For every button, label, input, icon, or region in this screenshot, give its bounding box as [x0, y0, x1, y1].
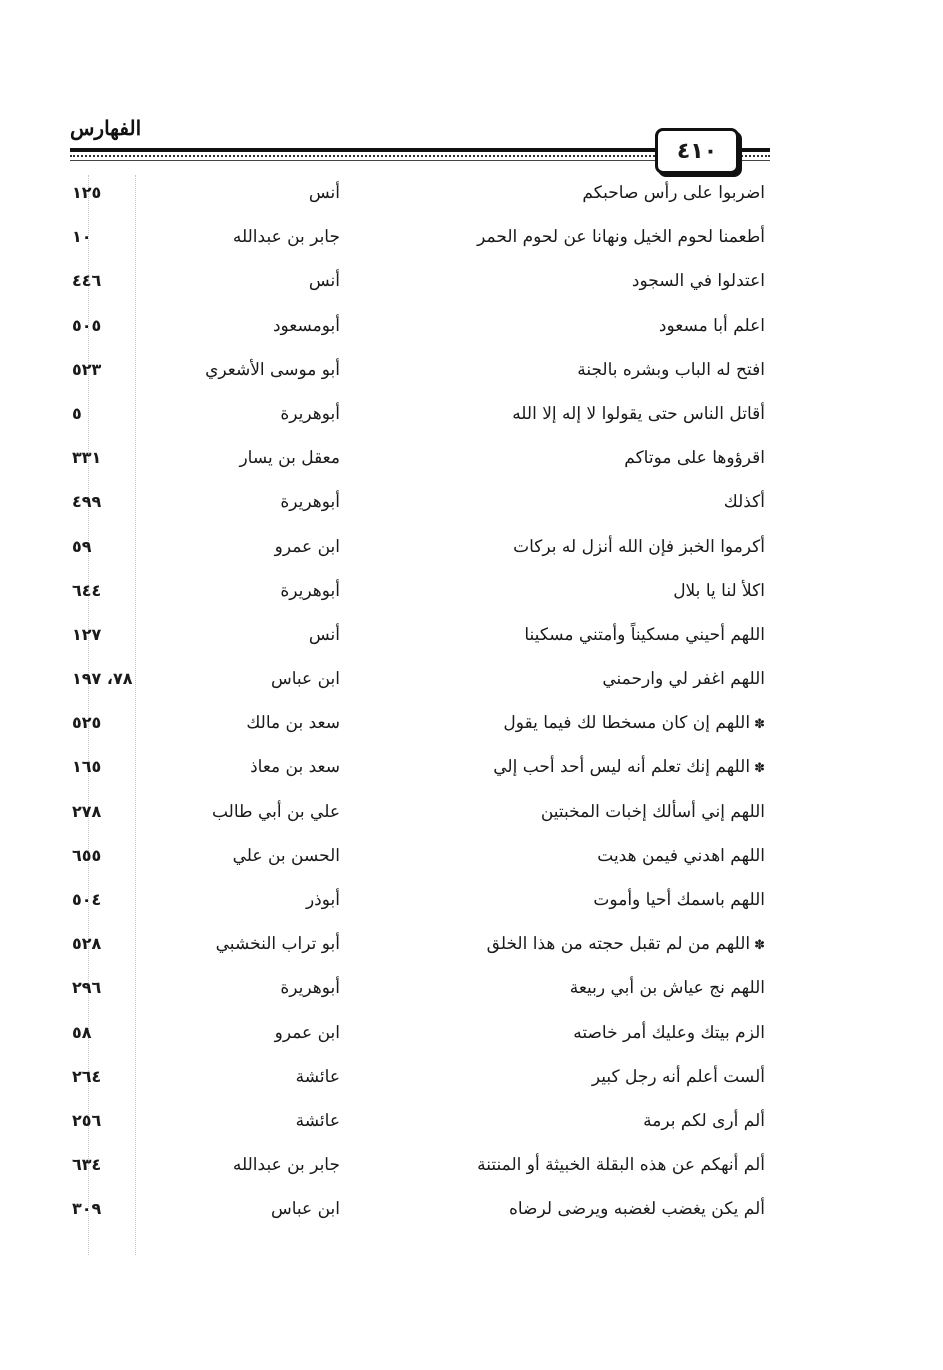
- hadith-text-label: اللهم أحيني مسكيناً وأمتني مسكينا: [524, 624, 765, 645]
- index-row: [60, 352, 775, 396]
- hadith-text-label: ألم أرى لكم برمة: [643, 1110, 765, 1131]
- narrator-name: عائشة: [295, 1110, 340, 1131]
- page-reference: ٥٢٥: [72, 713, 102, 733]
- index-row: [60, 263, 775, 307]
- page-reference: ٥٢٣: [72, 359, 102, 379]
- narrator-name: أنس: [308, 624, 340, 645]
- narrator-name: أنس: [308, 183, 340, 203]
- hadith-text-label: اعلم أبا مسعود: [658, 315, 765, 336]
- hadith-text: [435, 1023, 765, 1043]
- hadith-text: [435, 934, 765, 954]
- hadith-text: [435, 890, 765, 910]
- hadith-text: [435, 757, 765, 777]
- index-row: [60, 617, 775, 661]
- page-reference: ٥٠٤: [72, 890, 102, 909]
- page-reference: ٥٢٨: [72, 934, 102, 954]
- hadith-text: [435, 1067, 765, 1087]
- hadith-text-label: اللهم اهدني فيمن هديت: [597, 845, 765, 866]
- hadith-text-label: ألست أعلم أنه رجل كبير: [591, 1066, 765, 1087]
- hadith-text: [435, 1155, 765, 1175]
- hadith-text-label: اللهم إن كان مسخطا لك فيما يقول: [503, 713, 751, 734]
- star-marker-icon: ✽: [754, 938, 765, 954]
- narrator-name: جابر بن عبدالله: [232, 1155, 340, 1176]
- narrator-name: أبوهريرة: [280, 580, 340, 601]
- page-reference: ١٠: [72, 227, 92, 247]
- page-reference: ٥٨: [72, 1022, 92, 1042]
- page-reference: ٢٧٨: [72, 801, 102, 821]
- narrator-name: سعد بن مالك: [246, 713, 340, 734]
- narrator-name: علي بن أبي طالب: [211, 801, 340, 822]
- hadith-text-label: اضربوا على رأس صاحبكم: [582, 183, 765, 203]
- hadith-text: [435, 537, 765, 557]
- index-row: [60, 1191, 775, 1235]
- page-reference: ٤٩٩: [72, 492, 102, 512]
- hadith-text-label: أقاتل الناس حتى يقولوا لا إله إلا الله: [512, 403, 765, 424]
- page-reference: ١٢٥: [72, 183, 102, 202]
- index-row: [60, 1103, 775, 1147]
- hadith-index-list: [60, 175, 775, 1236]
- hadith-text: [435, 183, 765, 203]
- index-row: [60, 219, 775, 263]
- hadith-text-label: أكرموا الخبز فإن الله أنزل له بركات: [513, 536, 765, 557]
- hadith-text: [435, 625, 765, 645]
- narrator-name: معقل بن يسار: [239, 448, 340, 469]
- page-reference: ٤٤٦: [72, 271, 102, 291]
- hadith-text-label: افتح له الباب وبشره بالجنة: [577, 359, 765, 380]
- hadith-text: [435, 581, 765, 601]
- hadith-text-label: ألم يكن يغضب لغضبه ويرضى لرضاه: [508, 1199, 765, 1220]
- index-row: [60, 838, 775, 882]
- narrator-name: أبومسعود: [272, 315, 340, 336]
- hadith-text: [435, 846, 765, 866]
- page-reference: ٦٥٥: [72, 845, 102, 865]
- narrator-name: أنس: [308, 271, 340, 292]
- hadith-text-label: اعتدلوا في السجود: [631, 271, 765, 292]
- hadith-text-label: اللهم اغفر لي وارحمني: [602, 669, 765, 690]
- index-row: [60, 970, 775, 1014]
- narrator-name: أبو موسى الأشعري: [205, 359, 340, 380]
- index-row: [60, 926, 775, 970]
- page-reference: ٣٣١: [72, 448, 102, 468]
- page-reference: ٣٠٩: [72, 1199, 102, 1219]
- page-number: ٤١٠: [655, 128, 739, 174]
- narrator-name: الحسن بن علي: [232, 845, 340, 866]
- hadith-text-label: اللهم باسمك أحيا وأموت: [593, 890, 765, 910]
- hadith-text: [435, 404, 765, 424]
- hadith-text-label: اقرؤوها على موتاكم: [624, 448, 765, 469]
- page-reference: ١٦٥: [72, 757, 102, 777]
- hadith-text-label: أطعمنا لحوم الخيل ونهانا عن لحوم الحمر: [477, 227, 765, 248]
- index-row: [60, 1059, 775, 1103]
- hadith-text: [435, 448, 765, 468]
- page-reference: ٥٩: [72, 536, 92, 556]
- narrator-name: أبوهريرة: [280, 403, 340, 424]
- hadith-text-label: اللهم نج عياش بن أبي ربيعة: [569, 978, 765, 999]
- hadith-text-label: ألم أنهكم عن هذه البقلة الخبيثة أو المنتنة: [477, 1155, 765, 1176]
- hadith-text: [435, 802, 765, 822]
- hadith-text: [435, 978, 765, 998]
- hadith-text: [435, 669, 765, 689]
- page-reference: ٢٩٦: [72, 978, 102, 998]
- index-row: [60, 705, 775, 749]
- narrator-name: سعد بن معاذ: [250, 757, 340, 778]
- index-row: [60, 529, 775, 573]
- narrator-name: ابن عباس: [270, 669, 340, 690]
- hadith-text: [435, 360, 765, 380]
- hadith-text-label: اللهم إنك تعلم أنه ليس أحد أحب إلي: [493, 757, 751, 778]
- page-reference: ٢٥٦: [72, 1110, 102, 1130]
- narrator-name: أبوهريرة: [280, 492, 340, 513]
- index-row: [60, 484, 775, 528]
- index-row: [60, 749, 775, 793]
- index-row: [60, 882, 775, 926]
- narrator-name: ابن عمرو: [274, 536, 340, 557]
- index-row: [60, 1147, 775, 1191]
- index-row: [60, 794, 775, 838]
- index-row: [60, 308, 775, 352]
- hadith-text: [435, 1111, 765, 1131]
- hadith-text-label: اللهم إني أسألك إخبات المخبتين: [540, 801, 765, 822]
- page-reference: ٦٣٤: [72, 1155, 102, 1175]
- hadith-text: [435, 316, 765, 336]
- running-title: الفهارس: [70, 116, 142, 140]
- narrator-name: أبوذر: [305, 890, 340, 910]
- hadith-text-label: اللهم من لم تقبل حجته من هذا الخلق: [486, 934, 751, 955]
- narrator-name: أبوهريرة: [280, 978, 340, 999]
- star-marker-icon: ✽: [754, 717, 765, 733]
- narrator-name: جابر بن عبدالله: [232, 227, 340, 248]
- page-reference: ٧٨، ١٩٧: [72, 669, 133, 689]
- star-marker-icon: ✽: [754, 761, 765, 777]
- index-row: [60, 175, 775, 219]
- page-reference: ٥: [72, 403, 82, 423]
- hadith-text-label: أكذلك: [723, 492, 765, 513]
- page-reference: ١٢٧: [72, 624, 102, 644]
- narrator-name: أبو تراب النخشبي: [215, 934, 340, 955]
- index-row: [60, 1015, 775, 1059]
- page-header: [70, 110, 770, 170]
- index-row: [60, 396, 775, 440]
- hadith-text-label: الزم بيتك وعليك أمر خاصته: [573, 1022, 765, 1043]
- narrator-name: ابن عمرو: [274, 1022, 340, 1043]
- page-reference: ٥٠٥: [72, 315, 102, 335]
- index-row: [60, 661, 775, 705]
- narrator-name: ابن عباس: [270, 1199, 340, 1220]
- index-row: [60, 440, 775, 484]
- index-row: [60, 573, 775, 617]
- hadith-text: [435, 1199, 765, 1219]
- hadith-text: [435, 713, 765, 733]
- hadith-text-label: اكلأ لنا يا بلال: [673, 580, 765, 601]
- page-reference: ٢٦٤: [72, 1066, 102, 1086]
- narrator-name: عائشة: [295, 1066, 340, 1087]
- hadith-text: [435, 271, 765, 291]
- hadith-text: [435, 492, 765, 512]
- hadith-text: [435, 227, 765, 247]
- page-reference: ٦٤٤: [72, 580, 102, 600]
